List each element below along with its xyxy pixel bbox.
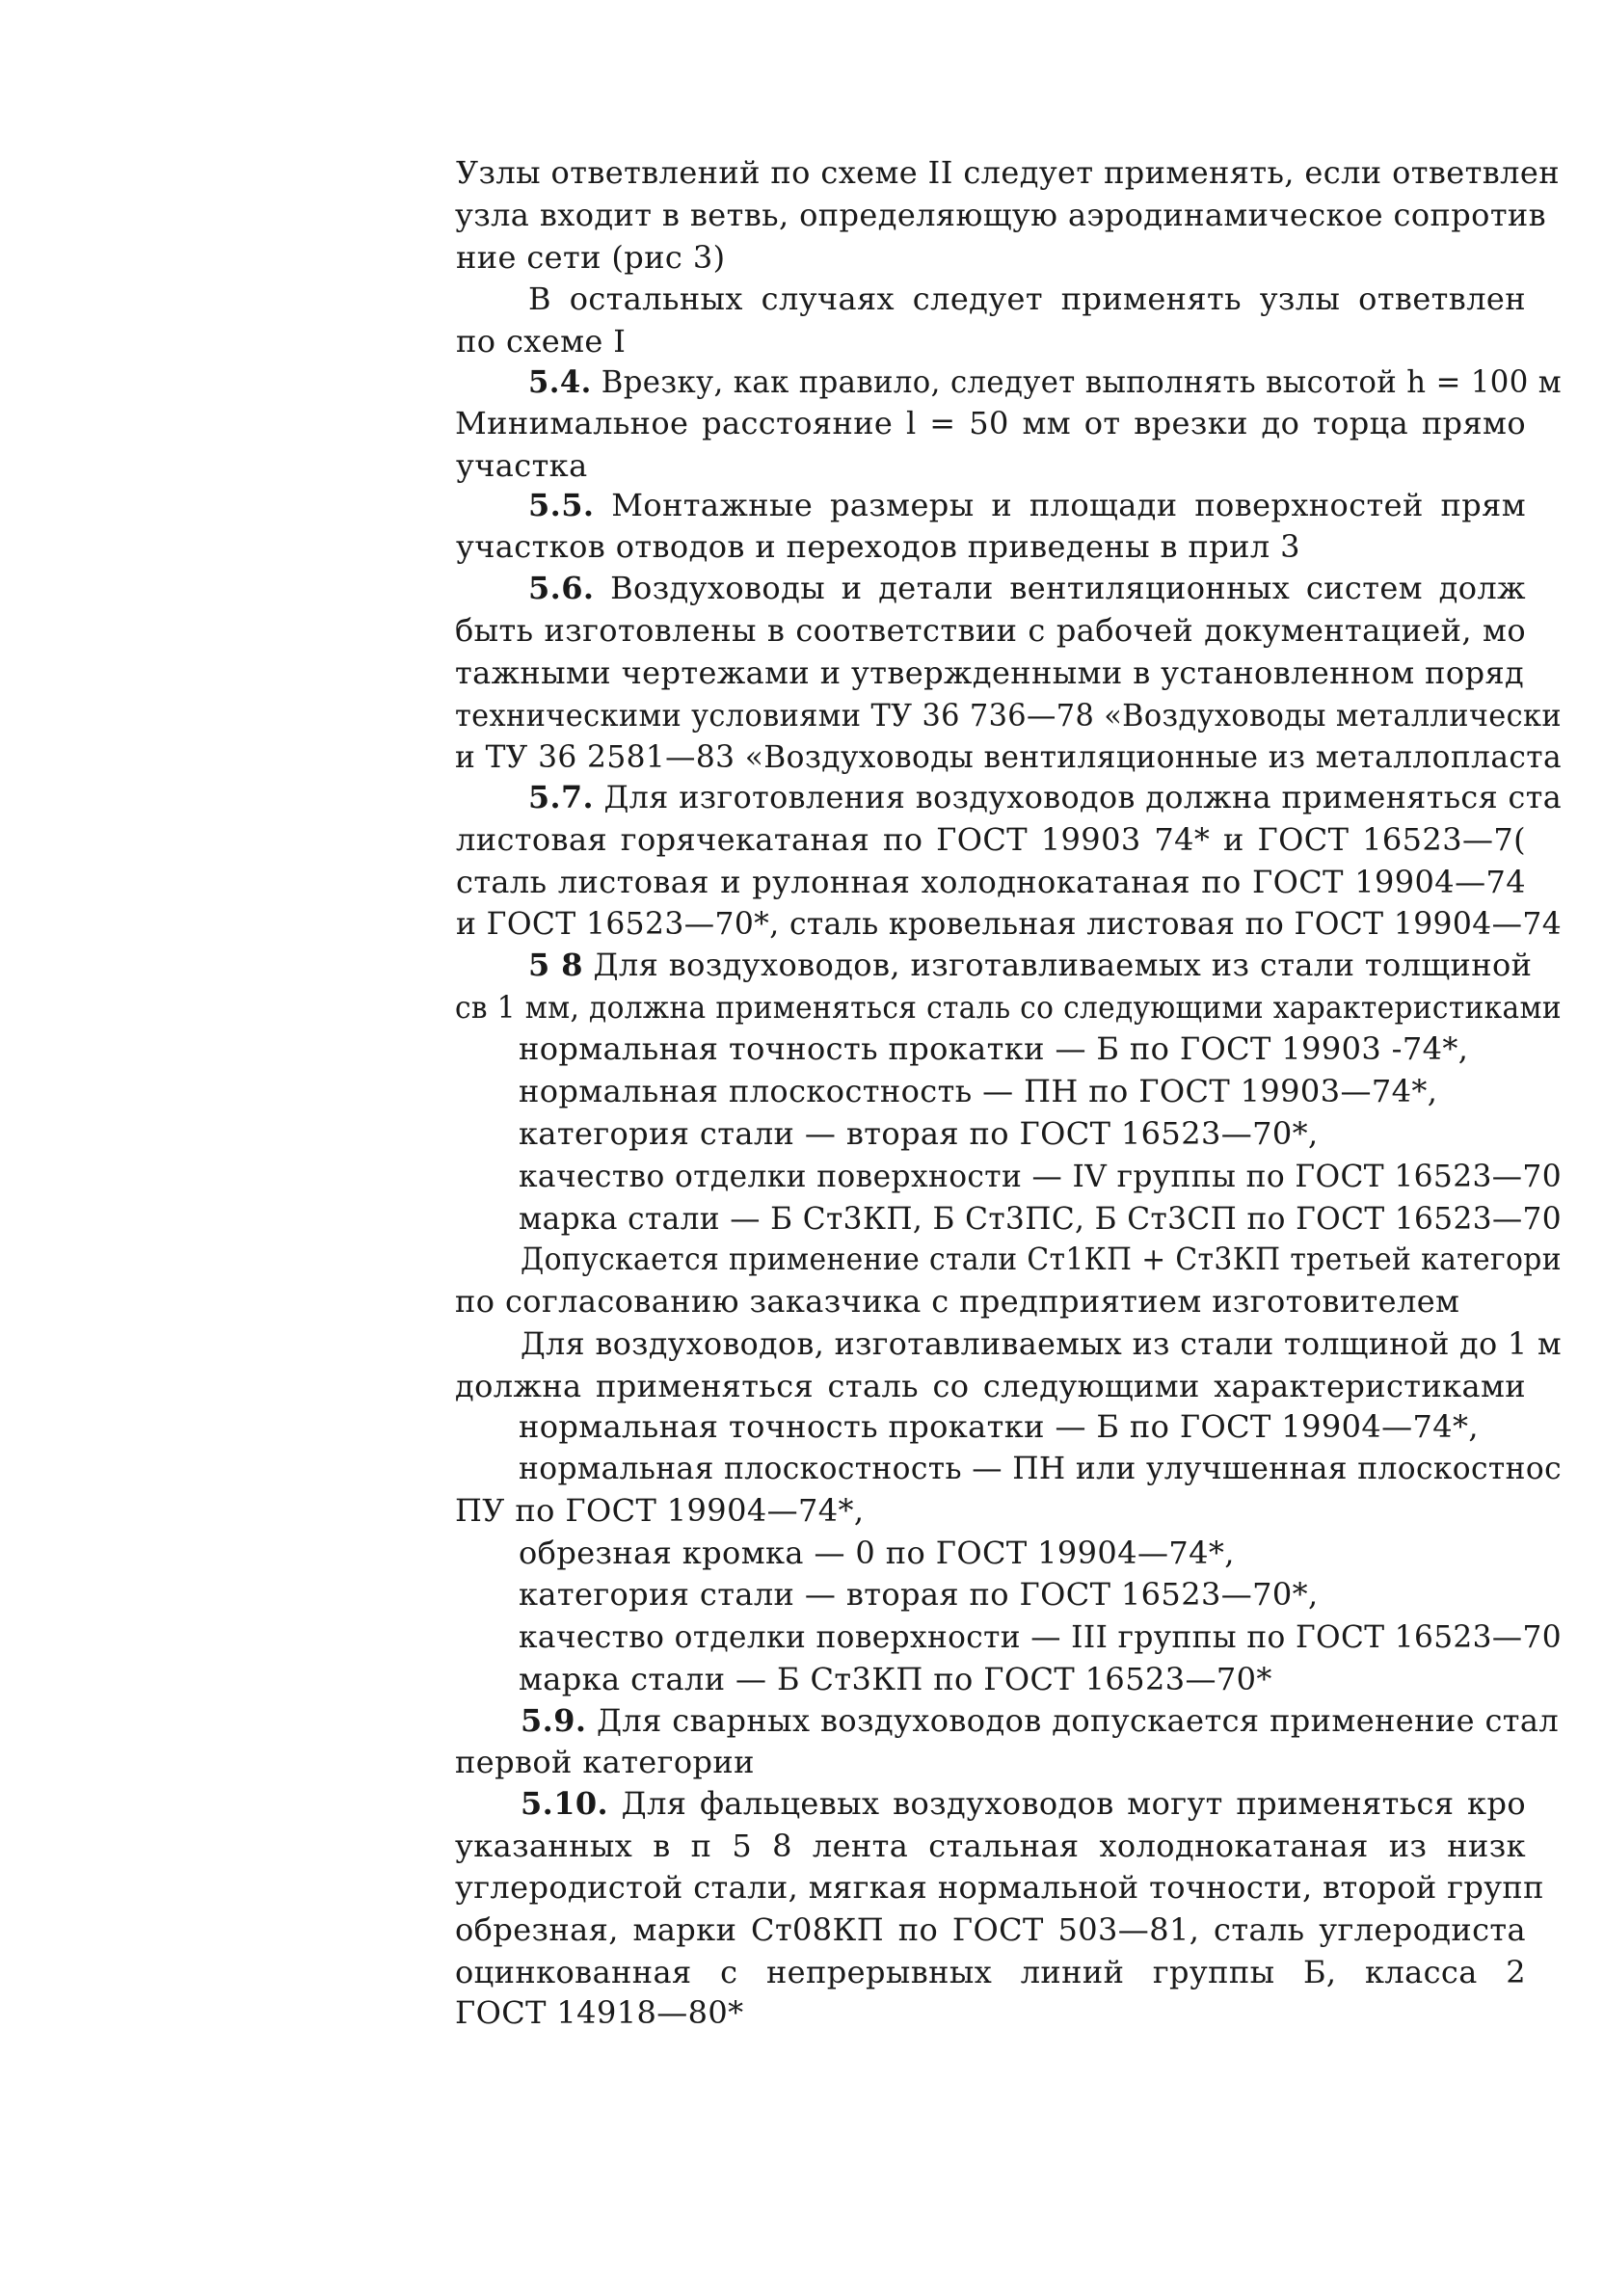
text-line (519, 1157, 1562, 1195)
line-text: обрезная, марки Ст08КП по ГОСТ 503—81, сталь углеродиста (455, 1911, 1526, 1948)
text-line (455, 196, 1546, 234)
line-text: ние сети (рис 3) (456, 239, 726, 276)
line-text: Узлы ответвлений по схеме II следует применять, если ответвлен (456, 154, 1560, 191)
text-line (455, 1953, 1526, 1991)
text-line (528, 946, 1532, 984)
line-text: нормальная плоскостность — ПН по ГОСТ 19903—74*, (519, 1073, 1438, 1109)
clause-number: 5.4. (528, 363, 592, 400)
text-line (455, 1282, 1459, 1321)
text-line (528, 778, 1562, 816)
line-text: участков отводов и переходов приведены в прил 3 (456, 528, 1300, 565)
line-text: марка стали — Б Ст3КП, Б Ст3ПС, Б Ст3СП по ГОСТ 16523—70 (519, 1200, 1562, 1237)
text-line (455, 737, 1562, 776)
text-line (521, 1324, 1562, 1363)
text-line (456, 904, 1562, 943)
line-text: первой категории (455, 1744, 755, 1780)
line-text: техническими условиями ТУ 36 736—78 «Воздуховоды металлически (455, 697, 1563, 734)
line-text: качество отделки поверхности — IV группы по ГОСТ 16523—70 (519, 1158, 1562, 1194)
clause-number: 5.9. (521, 1702, 587, 1739)
line-text: Допускается применение стали Ст1КП + Ст3КП третьей категори (521, 1241, 1562, 1277)
text-line (519, 1072, 1437, 1110)
text-line (519, 1575, 1319, 1614)
line-text: узла входит в ветвь, определяющую аэродинамическое сопротив (455, 197, 1547, 233)
text-line (521, 1701, 1559, 1740)
text-line (519, 1029, 1468, 1068)
line-text: Минимальное расстояние l = 50 мм от врезки до торца прямо (455, 405, 1526, 441)
text-line (456, 238, 725, 277)
text-line (456, 863, 1526, 901)
text-line (528, 362, 1562, 401)
text-line (455, 1827, 1526, 1865)
clause-number: 5.7. (528, 779, 594, 815)
text-line (528, 569, 1526, 607)
text-line (455, 1743, 755, 1781)
clause-number: 5.10. (521, 1785, 609, 1822)
text-line (455, 404, 1526, 442)
line-text: оцинкованная с непрерывных линий группы Б, класса 2 (455, 1954, 1526, 1990)
line-text: по согласованию заказчика с предприятием изготовителем (455, 1283, 1460, 1320)
line-text: и ТУ 36 2581—83 «Воздуховоды вентиляционные из металлопласта (455, 738, 1563, 775)
line-text: нормальная точность прокатки — Б по ГОСТ 19904—74*, (519, 1408, 1479, 1445)
line-text: Для сварных воздуховодов допускается применение стал (586, 1702, 1560, 1739)
text-line (456, 527, 1300, 566)
line-text: тажными чертежами и утвержденными в установленном поряд (455, 654, 1525, 691)
text-line (456, 446, 588, 485)
line-text: категория стали — вторая по ГОСТ 16523—70*, (519, 1115, 1319, 1152)
line-text: В остальных случаях следует применять узлы ответвлен (528, 280, 1526, 317)
text-line (456, 820, 1526, 859)
text-line (455, 696, 1562, 734)
text-line (455, 1910, 1526, 1949)
text-line (519, 1449, 1562, 1487)
line-text: категория стали — вторая по ГОСТ 16523—70*, (519, 1576, 1319, 1613)
clause-number: 5.5. (528, 487, 595, 523)
text-line (455, 988, 1562, 1027)
text-line (519, 1660, 1272, 1698)
line-text: Врезку, как правило, следует выполнять высотой h = 100 м (591, 363, 1563, 400)
line-text: сталь листовая и рулонная холоднокатаная по ГОСТ 19904—74 (456, 864, 1526, 900)
line-text: марка стали — Б Ст3КП по ГОСТ 16523—70* (519, 1661, 1272, 1697)
clause-number: 5.6. (528, 570, 595, 606)
line-text: должна применяться сталь со следующими характеристиками (455, 1368, 1526, 1404)
line-text: и ГОСТ 16523—70*, сталь кровельная листовая по ГОСТ 19904—74 (456, 905, 1563, 942)
text-line (519, 1617, 1562, 1656)
text-line (528, 280, 1526, 318)
line-text: Для фальцевых воздуховодов могут применяться кро (608, 1785, 1526, 1822)
text-line (455, 1868, 1544, 1907)
text-line (455, 1491, 864, 1530)
text-line (455, 611, 1526, 650)
text-line (456, 322, 626, 360)
line-text: нормальная точность прокатки — Б по ГОСТ 19903 -74*, (519, 1030, 1469, 1067)
line-text: Для изготовления воздуховодов должна применяться ста (593, 779, 1563, 815)
text-line (455, 1367, 1526, 1405)
line-text: Воздуховоды и детали вентиляционных систем долж (594, 570, 1526, 606)
text-line (521, 1784, 1526, 1823)
text-line (519, 1407, 1479, 1446)
text-line (455, 1993, 744, 2032)
line-text: по схеме I (456, 323, 627, 360)
text-line (519, 1114, 1319, 1153)
text-line (455, 654, 1524, 692)
line-text: указанных в п 5 8 лента стальная холоднокатаная из низк (455, 1828, 1526, 1864)
line-text: листовая горячекатаная по ГОСТ 19903 74* и ГОСТ 16523—7( (456, 821, 1526, 858)
line-text: углеродистой стали, мягкая нормальной точности, второй групп (455, 1869, 1544, 1906)
text-line (519, 1534, 1235, 1572)
line-text: ГОСТ 14918—80* (455, 1994, 744, 2031)
line-text: нормальная плоскостность — ПН или улучшенная плоскостнос (519, 1450, 1562, 1486)
line-text: Монтажные размеры и площади поверхностей прям (594, 487, 1526, 523)
text-line (521, 1240, 1562, 1278)
line-text: ПУ по ГОСТ 19904—74*, (455, 1492, 865, 1529)
text-line (519, 1199, 1562, 1238)
line-text: участка (456, 447, 588, 484)
line-text: св 1 мм, должна применяться сталь со следующими характеристиками (455, 989, 1562, 1026)
line-text: Для воздуховодов, изготавливаемых из стали толщиной (582, 947, 1533, 983)
text-line (528, 486, 1526, 524)
text-line (456, 153, 1560, 192)
line-text: качество отделки поверхности — III группы по ГОСТ 16523—70 (519, 1618, 1562, 1655)
clause-number: 5 8 (528, 947, 583, 983)
line-text: Для воздуховодов, изготавливаемых из стали толщиной до 1 м (521, 1325, 1563, 1362)
line-text: обрезная кромка — 0 по ГОСТ 19904—74*, (519, 1535, 1235, 1571)
line-text: быть изготовлены в соответствии с рабочей документацией, мо (455, 612, 1526, 649)
